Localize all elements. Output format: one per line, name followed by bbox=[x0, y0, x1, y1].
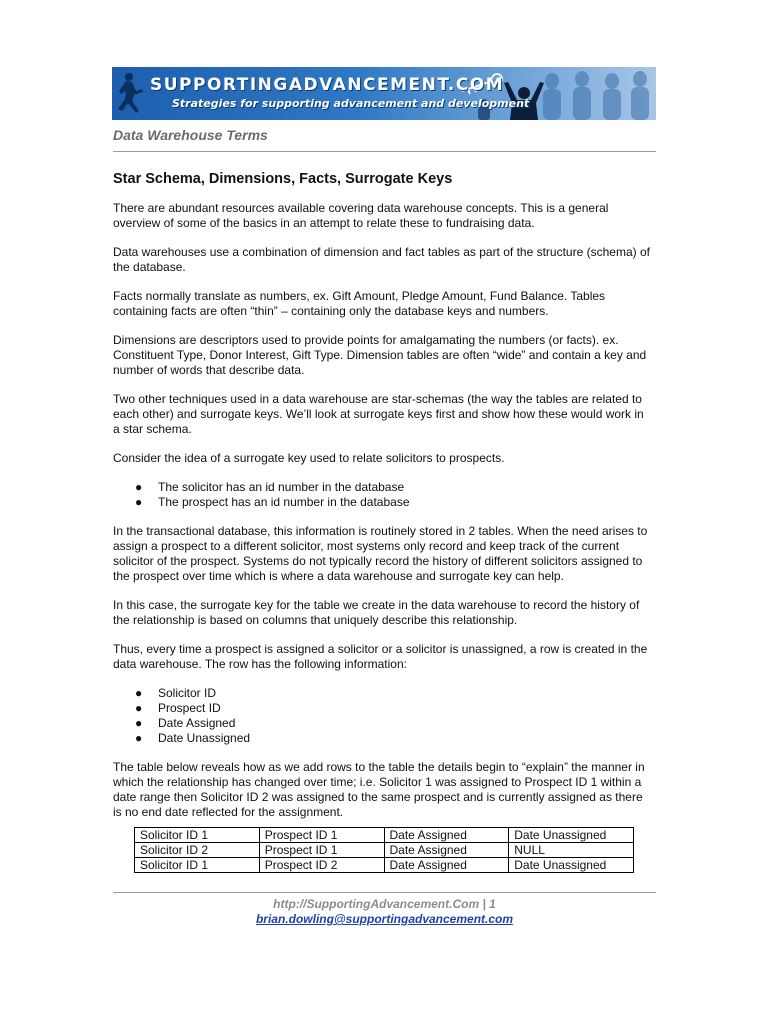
table-row bbox=[135, 858, 634, 873]
page-number: 1 bbox=[489, 897, 496, 911]
section-header: Data Warehouse Terms bbox=[113, 127, 268, 143]
paragraph: Consider the idea of a surrogate key used to relate solicitors to prospects. bbox=[113, 451, 505, 465]
table-row bbox=[135, 828, 634, 843]
paragraph: Facts normally translate as numbers, ex. Gift Amount, Pledge Amount, Fund Balance. Tables containing facts are often “thin” – containing only the database keys and numbers. bbox=[113, 289, 606, 318]
paragraph: Thus, every time a prospect is assigned a solicitor or a solicitor is unassigned, a row is created in the data warehouse. The row has the following information: bbox=[113, 642, 648, 671]
footer-email-link[interactable]: brian.dowling@supportingadvancement.com bbox=[255, 912, 514, 926]
header-divider bbox=[113, 151, 656, 152]
assignment-table bbox=[134, 827, 634, 873]
paragraph: The table below reveals how as we add rows to the table the details begin to “explain” the manner in which the relationship has changed over time; i.e. Solicitor 1 was assigned to Prospect ID 1 within a date range then Solicitor ID 2 was assigned to the same prospect and is currently assigned as there is no end date reflected for the assignment. bbox=[113, 760, 645, 819]
bullet-icon: ● bbox=[135, 495, 143, 509]
paragraph: There are abundant resources available covering data warehouse concepts. This is a general overview of some of the basics in an attempt to relate these to fundraising data. bbox=[113, 201, 609, 230]
row-fields-bullet-list bbox=[113, 686, 653, 746]
table-row bbox=[135, 843, 634, 858]
table-cell: Solicitor ID 2 bbox=[135, 843, 260, 858]
paragraph: Dimensions are descriptors used to provide points for amalgamating the numbers (or facts). ex. Constituent Type, Donor Interest, Gift Type. Dimension tables are often “wide” and contain a key and number of words that describe data. bbox=[113, 333, 647, 377]
page-footer bbox=[113, 897, 656, 927]
table-cell: Date Assigned bbox=[384, 843, 509, 858]
list-item: ● Prospect ID bbox=[135, 701, 221, 715]
table-cell: Date Assigned bbox=[384, 858, 509, 873]
footer-divider bbox=[113, 892, 656, 893]
list-item: ● The solicitor has an id number in the database bbox=[135, 480, 405, 494]
bullet-icon: ● bbox=[135, 731, 143, 745]
list-item: ● Solicitor ID bbox=[135, 686, 217, 700]
table-cell: Prospect ID 1 bbox=[259, 828, 384, 843]
runner-figure-icon bbox=[118, 73, 143, 113]
table-cell: Date Assigned bbox=[384, 828, 509, 843]
list-item: ● Date Assigned bbox=[135, 716, 236, 730]
paragraph: In this case, the surrogate key for the table we create in the data warehouse to record the history of the relationship is based on columns that uniquely describe this relationship. bbox=[113, 598, 640, 627]
banner-tagline: Strategies for supporting advancement and development bbox=[172, 97, 530, 110]
bullet-icon: ● bbox=[135, 716, 143, 730]
table-cell: Date Unassigned bbox=[509, 858, 634, 873]
bullet-icon: ● bbox=[135, 480, 143, 494]
table-cell: Date Unassigned bbox=[509, 828, 634, 843]
bullet-icon: ● bbox=[135, 686, 143, 700]
table-cell: Solicitor ID 1 bbox=[135, 858, 260, 873]
table-cell: NULL bbox=[509, 843, 634, 858]
site-banner bbox=[112, 67, 656, 120]
footer-site-link[interactable]: http://SupportingAdvancement.Com bbox=[273, 897, 480, 911]
table-cell: Solicitor ID 1 bbox=[135, 828, 260, 843]
paragraph: Data warehouses use a combination of dimension and fact tables as part of the structure (schema) of the database. bbox=[113, 245, 650, 274]
article-body bbox=[113, 201, 653, 834]
page-title: Star Schema, Dimensions, Facts, Surrogate Keys bbox=[113, 171, 453, 187]
paragraph: Two other techniques used in a data warehouse are star-schemas (the way the tables are related to each other) and surrogate keys. We’ll look at surrogate keys first and show how these would work in a star schema. bbox=[113, 392, 644, 436]
paragraph: In the transactional database, this information is routinely stored in 2 tables. When the need arises to assign a prospect to a different solicitor, most systems only record and keep track of the current solicitor of the prospect. Systems do not typically record the history of different solicitors assigned to the prospect over time which is where a data warehouse and surrogate key can help. bbox=[113, 524, 648, 583]
bullet-icon: ● bbox=[135, 701, 143, 715]
footer-line bbox=[113, 897, 656, 912]
table-cell: Prospect ID 1 bbox=[259, 843, 384, 858]
id-bullet-list bbox=[113, 480, 653, 510]
list-item: ● Date Unassigned bbox=[135, 731, 251, 745]
footer-separator: | bbox=[479, 897, 490, 911]
banner-title: SUPPORTINGADVANCEMENT.COM bbox=[150, 75, 505, 95]
table-cell: Prospect ID 2 bbox=[259, 858, 384, 873]
list-item: ● The prospect has an id number in the database bbox=[135, 495, 410, 509]
